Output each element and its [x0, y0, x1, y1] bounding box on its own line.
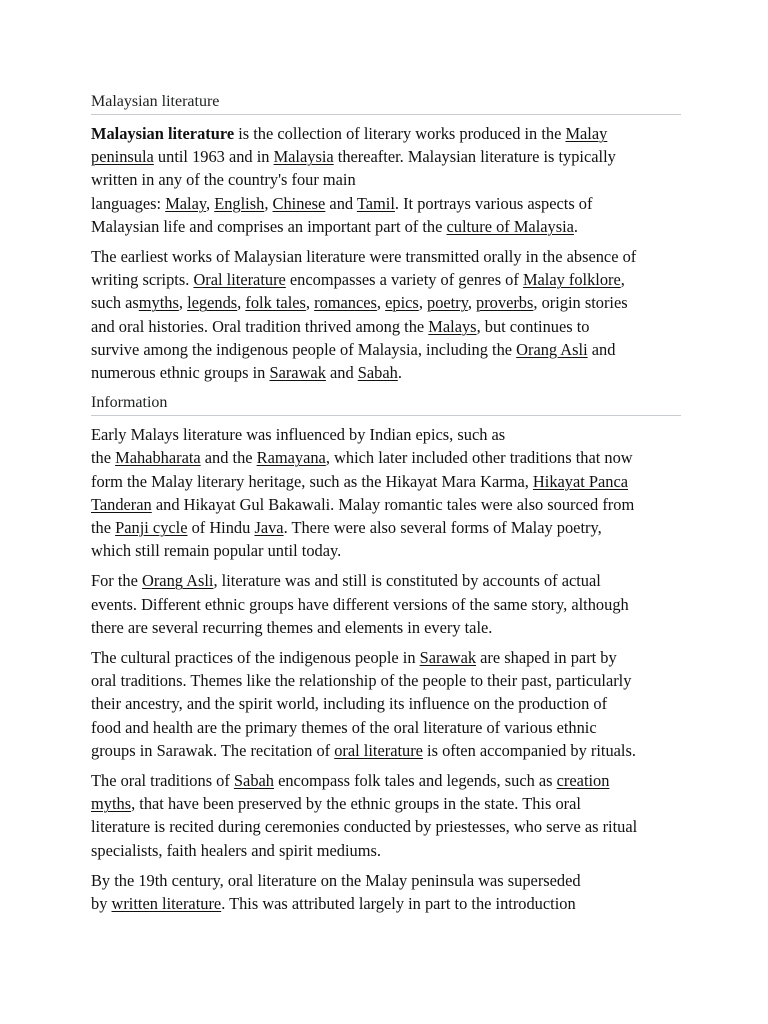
text-run: form the Malay literary heritage, such as the Hikayat Mara Karma,	[91, 471, 533, 491]
paragraph-line: By the 19th century, oral literature on the Malay peninsula was superseded	[91, 870, 581, 890]
text-run: and	[325, 363, 358, 383]
orang-asli-paragraph	[91, 569, 681, 639]
link-creation-myths[interactable]: myths	[91, 794, 132, 814]
intro-paragraph	[91, 122, 681, 238]
link-malays[interactable]: Malays	[428, 316, 477, 336]
link-chinese[interactable]: Chinese	[272, 193, 326, 213]
text-run: and the	[200, 448, 257, 468]
text-run: ,	[376, 293, 386, 313]
sabah-paragraph	[91, 769, 681, 862]
link-romances[interactable]: romances	[314, 293, 377, 313]
paragraph-line: there are several recurring themes and elements in every tale.	[91, 617, 493, 637]
paragraph-line	[91, 646, 681, 669]
text-run: and	[325, 193, 357, 213]
text-run: . There were also several forms of Malay poetry,	[283, 518, 602, 538]
section-heading-information: Information	[91, 391, 681, 416]
text-run: by	[91, 894, 112, 914]
text-run: .	[573, 216, 579, 236]
text-run: ,	[305, 293, 315, 313]
text-run: . This was attributed largely in part to the introduction	[221, 894, 576, 914]
link-oral-literature[interactable]: oral literature	[334, 740, 423, 760]
text-run: ,	[178, 293, 188, 313]
text-run: encompasses a variety of genres of	[285, 270, 523, 290]
text-run: For the	[91, 571, 142, 591]
section-heading-malaysian-literature: Malaysian literature	[91, 90, 681, 115]
paragraph-line	[91, 792, 681, 815]
paragraph-line: The earliest works of Malaysian literature were transmitted orally in the absence of	[91, 247, 637, 267]
link-hikayat-panca-tanderan[interactable]: Tanderan	[91, 494, 152, 514]
link-folk-tales[interactable]: folk tales	[245, 293, 306, 313]
article-title-bold: Malaysian literature	[91, 124, 235, 143]
text-run: the	[91, 448, 116, 468]
text-run: ,	[467, 293, 477, 313]
paragraph-line	[91, 315, 681, 338]
text-run: groups in Sarawak. The recitation of	[91, 740, 335, 760]
paragraph-line	[91, 892, 681, 915]
text-run: and	[587, 339, 616, 359]
article	[91, 90, 681, 922]
link-java[interactable]: Java	[254, 518, 284, 538]
paragraph-line: food and health are the primary themes of the oral literature of various ethnic	[91, 717, 597, 737]
paragraph-line: Early Malays literature was influenced by Indian epics, such as	[91, 425, 506, 445]
paragraph-line	[91, 291, 681, 314]
early-malays-paragraph	[91, 423, 681, 562]
link-epics[interactable]: epics	[385, 293, 419, 313]
paragraph-line	[91, 446, 681, 469]
paragraph-line: literature is recited during ceremonies conducted by priestesses, who serve as ritual	[91, 817, 638, 837]
paragraph-line: specialists, faith healers and spirit mediums.	[91, 840, 381, 860]
text-run: languages:	[91, 193, 166, 213]
paragraph-line: their ancestry, and the spirit world, including its influence on the production of	[91, 694, 608, 714]
link-malay[interactable]: Malay	[165, 193, 207, 213]
paragraph-line: which still remain popular until today.	[91, 541, 342, 561]
paragraph-line	[91, 215, 681, 238]
text-run: thereafter. Malaysian literature is typically	[333, 147, 616, 167]
text-run: ,	[418, 293, 428, 313]
text-run: survive among the indigenous people of Malaysia, including the	[91, 339, 517, 359]
text-run: , origin stories	[533, 293, 628, 313]
text-run: .	[397, 363, 402, 383]
link-malay-peninsula[interactable]: Malay	[565, 124, 608, 143]
link-sarawak[interactable]: Sarawak	[269, 363, 326, 383]
text-run: , that have been preserved by the ethnic groups in the state. This oral	[131, 794, 581, 814]
link-orang-asli[interactable]: Orang Asli	[516, 339, 588, 359]
paragraph-line	[91, 192, 681, 215]
text-run: and Hikayat Gul Bakawali. Malay romantic tales were also sourced from	[151, 494, 635, 514]
text-run: ,	[264, 193, 273, 213]
oral-literature-paragraph	[91, 245, 681, 384]
text-run: , literature was and still is constituted by accounts of actual	[213, 571, 601, 591]
text-run: , which later included other traditions that now	[325, 448, 633, 468]
paragraph-line	[91, 739, 681, 762]
paragraph-line	[91, 268, 681, 291]
text-run: of Hindu	[187, 518, 255, 538]
text-run: The cultural practices of the indigenous people in	[91, 648, 420, 668]
paragraph-line	[91, 470, 681, 493]
link-orang-asli[interactable]: Orang Asli	[142, 571, 214, 591]
link-english[interactable]: English	[214, 193, 265, 213]
link-oral-literature[interactable]: Oral literature	[193, 270, 286, 290]
link-culture-of-malaysia[interactable]: culture of Malaysia	[446, 216, 574, 236]
link-ramayana[interactable]: Ramayana	[256, 448, 326, 468]
text-run: ,	[206, 193, 215, 213]
link-hikayat-panca-tanderan[interactable]: Hikayat Panca	[532, 471, 629, 491]
link-malaysia[interactable]: Malaysia	[273, 147, 334, 167]
paragraph-line	[91, 569, 681, 592]
link-sarawak[interactable]: Sarawak	[419, 648, 477, 668]
paragraph-line	[91, 769, 681, 792]
text-run: such as	[91, 293, 139, 313]
paragraph-line: oral traditions. Themes like the relationship of the people to their past, particularly	[91, 671, 632, 691]
paragraph-line: written in any of the country's four main	[91, 170, 356, 190]
text-run: , but continues to	[476, 316, 590, 336]
text-run: The oral traditions of	[91, 771, 234, 791]
link-legends[interactable]: legends	[187, 293, 238, 313]
link-malay-peninsula[interactable]: peninsula	[91, 147, 154, 167]
written-literature-paragraph	[91, 869, 681, 915]
link-creation-myths[interactable]: creation	[556, 771, 610, 791]
link-proverbs[interactable]: proverbs	[476, 293, 534, 313]
link-sabah[interactable]: Sabah	[357, 363, 398, 383]
paragraph-line	[91, 122, 681, 145]
text-run: are shaped in part by	[476, 648, 617, 668]
paragraph-line	[91, 145, 681, 168]
paragraph-line	[91, 493, 681, 516]
link-poetry[interactable]: poetry	[427, 293, 468, 313]
paragraph-line	[91, 361, 681, 384]
link-panji-cycle[interactable]: Panji cycle	[115, 518, 188, 538]
paragraph-line: events. Different ethnic groups have different versions of the same story, although	[91, 594, 629, 614]
link-sabah[interactable]: Sabah	[233, 771, 274, 791]
text-run: until 1963 and in	[153, 147, 274, 167]
paragraph-line	[91, 516, 681, 539]
link-written-literature[interactable]: written literature	[111, 894, 222, 914]
text-run: the	[91, 518, 116, 538]
sarawak-paragraph	[91, 646, 681, 762]
text-run: Malaysian life and comprises an important part of the	[91, 216, 447, 236]
link-myths[interactable]: myths	[138, 293, 179, 313]
text-run: . It portrays various aspects of	[394, 193, 593, 213]
text-run: is often accompanied by rituals.	[422, 740, 636, 760]
link-tamil[interactable]: Tamil	[356, 193, 395, 213]
text-run: is the collection of literary works produced in the	[234, 124, 566, 143]
text-run: numerous ethnic groups in	[91, 363, 270, 383]
text-run: encompass folk tales and legends, such as	[273, 771, 557, 791]
paragraph-line	[91, 338, 681, 361]
text-run: writing scripts.	[91, 270, 194, 290]
text-run: ,	[237, 293, 246, 313]
text-run: and oral histories. Oral tradition thrived among the	[91, 316, 429, 336]
text-run: ,	[620, 270, 625, 290]
link-malay-folklore[interactable]: Malay folklore	[522, 270, 621, 290]
link-mahabharata[interactable]: Mahabharata	[115, 448, 201, 468]
